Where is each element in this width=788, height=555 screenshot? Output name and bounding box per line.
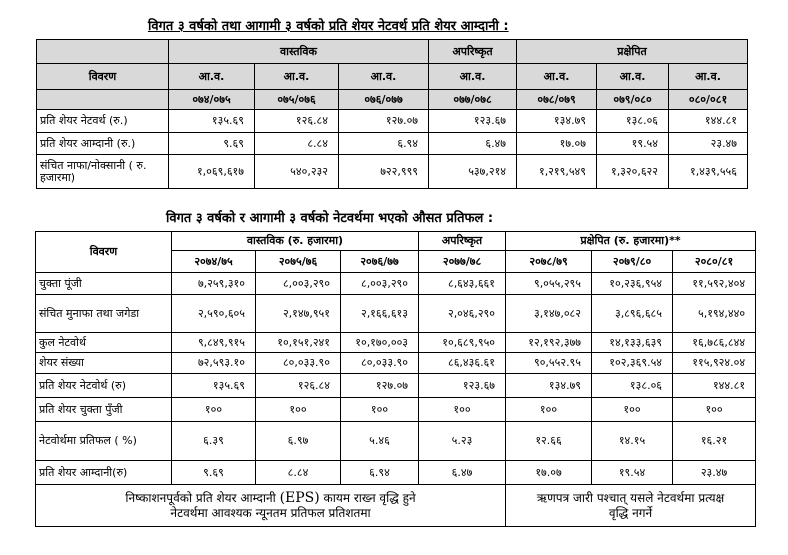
t1-year-cell: ०७६/०७७ [339, 90, 429, 110]
table-cell: ७२,५९३.१० [172, 353, 256, 374]
table-cell: १,०६९,६१७ [169, 155, 255, 189]
table-cell: १०,२३६,९५४ [592, 273, 673, 295]
table-row [36, 374, 756, 398]
t2-year-cell: २०७८/७९ [506, 251, 592, 273]
t1-label-header: विवरण [37, 64, 169, 90]
table-row [36, 398, 756, 422]
table-cell: १६,७८६,८४४ [673, 333, 756, 353]
table2-title: विगत ३ वर्षको र आगामी ३ वर्षको नेटवर्थमा भएको औसत प्रतिफल : [166, 211, 494, 226]
footer-left-suffix: कायम राख्न वृद्धि हुने [323, 490, 416, 505]
footer-note-right [506, 485, 756, 527]
table-row [36, 422, 756, 461]
table-cell: १२७.०७ [339, 110, 429, 133]
table-cell: १०० [256, 398, 341, 422]
table-cell: ५.२३ [419, 422, 506, 461]
t2-year-cell: २०७६/७७ [341, 251, 419, 273]
table-cell: ९०,५५२.९५ [506, 353, 592, 374]
table-cell: ५.४६ [341, 422, 419, 461]
table-row [36, 333, 756, 353]
table-row [37, 155, 748, 189]
row-label: कुल नेटवोर्थ [36, 333, 172, 353]
footer-right-line1: ऋणपत्र जारी पश्चात् यसले नेटवर्थमा प्रत्यक्ष [536, 490, 725, 505]
table-cell: ९,०५५,२९५ [506, 273, 592, 295]
t1-ab-header: आ.व. [339, 64, 429, 90]
table-cell: ८.८४ [256, 461, 341, 485]
t1-group-projected: प्रक्षेपित [517, 40, 748, 64]
footer-row [36, 485, 756, 527]
table-row [36, 295, 756, 333]
table-cell: १४.१५ [592, 422, 673, 461]
table-cell: ८,००३,२९० [341, 273, 419, 295]
table-cell: ९.६९ [172, 461, 256, 485]
row-label: प्रति शेयर नेटवोर्थ (रु) [36, 374, 172, 398]
table-cell: ८०,०३३.९० [256, 353, 341, 374]
table-cell: ११,५९२,४०४ [673, 273, 756, 295]
t1-ab-header: आ.व. [669, 64, 748, 90]
table-cell: ६.४७ [429, 133, 517, 155]
table-cell: १३८.०६ [592, 374, 673, 398]
t2-year-cell: २०७४/७५ [172, 251, 256, 273]
table-cell: २,१६६,६१३ [341, 295, 419, 333]
table-cell: १,३२०,६२२ [597, 155, 669, 189]
footer-left-prefix: निष्काशनपूर्वको प्रति शेयर आम्दानी [125, 490, 276, 505]
t1-corner [37, 40, 169, 64]
table-cell: १०,१७०,००३ [341, 333, 419, 353]
t2-year-cell: २०७५/७६ [256, 251, 341, 273]
t1-year-cell: ०७५/०७६ [255, 90, 339, 110]
table-cell: ९.६९ [169, 133, 255, 155]
table-cell: ८.८४ [255, 133, 339, 155]
t2-year-cell: २०८०/८१ [673, 251, 756, 273]
row-label: प्रति शेयर आम्दानी (रु.) [37, 133, 169, 155]
table-cell: १०० [592, 398, 673, 422]
table-cell: १२,१९२,३७७ [506, 333, 592, 353]
table-cell: २३.४७ [669, 133, 748, 155]
footer-left-line2: नेटवर्थमा आवश्यक न्यूनतम प्रतिफल प्रतिशतमा [170, 505, 371, 520]
table-cell: ८,००३,२९० [256, 273, 341, 295]
table-cell: ३,१४७,०८२ [506, 295, 592, 333]
footer-note-left [36, 485, 506, 527]
table-cell: १०,१५१,२४१ [256, 333, 341, 353]
t2-year-cell: २०७९/८० [592, 251, 673, 273]
table-cell: ६.९७ [256, 422, 341, 461]
networth-return-table [35, 231, 756, 527]
t1-year-cell: ०७७/०७८ [429, 90, 517, 110]
table-cell: १२.६६ [506, 422, 592, 461]
table-cell: १३८.०६ [597, 110, 669, 133]
table-cell: ३,८९६,६८५ [592, 295, 673, 333]
table-cell: १३५.६९ [172, 374, 256, 398]
table-cell: ८६,४३६.६१ [419, 353, 506, 374]
table-cell: १७.०७ [517, 133, 597, 155]
table-cell: १०० [673, 398, 756, 422]
table-cell: १२७.०७ [341, 374, 419, 398]
table-cell: १९.५४ [597, 133, 669, 155]
table-cell: ५३७,२१४ [429, 155, 517, 189]
table-cell: १०० [341, 398, 419, 422]
row-label: संचित नाफा/नोक्सानी ( रु. हजारमा) [37, 155, 169, 189]
table-cell: ५,१९४,४४० [673, 295, 756, 333]
t1-year-blank [37, 90, 169, 110]
row-label: प्रति शेयर नेटवर्थ (रु.) [37, 110, 169, 133]
table-row [36, 461, 756, 485]
t1-ab-header: आ.व. [597, 64, 669, 90]
table-row [36, 353, 756, 374]
t1-year-cell: ०७९/०८० [597, 90, 669, 110]
row-label: संचित मुनाफा तथा जगेडा [36, 295, 172, 333]
t1-year-cell: ०७८/०७९ [517, 90, 597, 110]
table-cell: १०२,३६९.५४ [592, 353, 673, 374]
t1-ab-header: आ.व. [517, 64, 597, 90]
table-cell: ६.४७ [419, 461, 506, 485]
row-label: प्रति शेयर चुक्ता पुँजी [36, 398, 172, 422]
footer-left-eps: (EPS) [279, 489, 320, 506]
table-cell: १६.२१ [673, 422, 756, 461]
table-cell: ५४०,२३२ [255, 155, 339, 189]
table-cell: १०,६८९,९५० [419, 333, 506, 353]
table-cell: १३४.७९ [506, 374, 592, 398]
table-cell: १२६.८४ [255, 110, 339, 133]
t2-year-cell: २०७७/७८ [419, 251, 506, 273]
footer-right-line2: वृद्धि नगर्ने [608, 505, 653, 520]
t1-group-unaudited: अपरिष्कृत [429, 40, 517, 64]
table-cell: १२६.८४ [256, 374, 341, 398]
t2-label-header: विवरण [36, 232, 172, 273]
row-label: नेटवोर्थमा प्रतिफल ( %) [36, 422, 172, 461]
t1-ab-header: आ.व. [255, 64, 339, 90]
table-cell: ६.३९ [172, 422, 256, 461]
table1-title: विगत ३ वर्षको तथा आगामी ३ वर्षको प्रति शेयर नेटवर्थ प्रति शेयर आम्दानी : [148, 19, 509, 34]
table-cell: १९.५४ [592, 461, 673, 485]
table-cell: १०० [506, 398, 592, 422]
table-cell: १३४.७९ [517, 110, 597, 133]
table-cell: ७,२५९,३१० [172, 273, 256, 295]
table-row [37, 133, 748, 155]
row-label: चुक्ता पूंजी [36, 273, 172, 295]
table-cell: १४४.८१ [673, 374, 756, 398]
table-cell: ११५,९२४.०४ [673, 353, 756, 374]
t1-ab-header: आ.व. [169, 64, 255, 90]
t1-group-actual: वास्तविक [169, 40, 429, 64]
t2-group-unaudited: अपरिष्कृत [419, 232, 506, 251]
table-cell: ९,८४९,९१५ [172, 333, 256, 353]
t1-year-cell: ०७४/०७५ [169, 90, 255, 110]
table-cell: ६.९४ [339, 133, 429, 155]
table-cell: १२३.६७ [419, 374, 506, 398]
table-cell: १०० [419, 398, 506, 422]
t1-year-cell: ०८०/०८१ [669, 90, 748, 110]
table-cell: २,५९०,६०५ [172, 295, 256, 333]
table-cell: २,०४६,२९० [419, 295, 506, 333]
table-cell: १,२१९,५४९ [517, 155, 597, 189]
eps-networth-table [36, 39, 748, 189]
table-cell: १२३.६७ [429, 110, 517, 133]
table-cell: २३.४७ [673, 461, 756, 485]
table-row [37, 110, 748, 133]
table-cell: १०० [172, 398, 256, 422]
table-cell: ६.९४ [341, 461, 419, 485]
table-cell: ७२२,९९९ [339, 155, 429, 189]
table-row [36, 273, 756, 295]
table-cell: १,४३९,५५६ [669, 155, 748, 189]
row-label: शेयर संख्या [36, 353, 172, 374]
t2-group-actual: वास्तविक (रु. हजारमा) [172, 232, 419, 251]
table-cell: १४,१३३,६३९ [592, 333, 673, 353]
row-label: प्रति शेयर आम्दानी(रु) [36, 461, 172, 485]
table-cell: ८,६४३,६६१ [419, 273, 506, 295]
table-cell: २,१४७,९५१ [256, 295, 341, 333]
table-cell: ८०,०३३.९० [341, 353, 419, 374]
t2-group-projected: प्रक्षेपित (रु. हजारमा)** [506, 232, 756, 251]
table-cell: १७.०७ [506, 461, 592, 485]
table-cell: १४४.८१ [669, 110, 748, 133]
table-cell: १३५.६९ [169, 110, 255, 133]
t1-ab-header: आ.व. [429, 64, 517, 90]
